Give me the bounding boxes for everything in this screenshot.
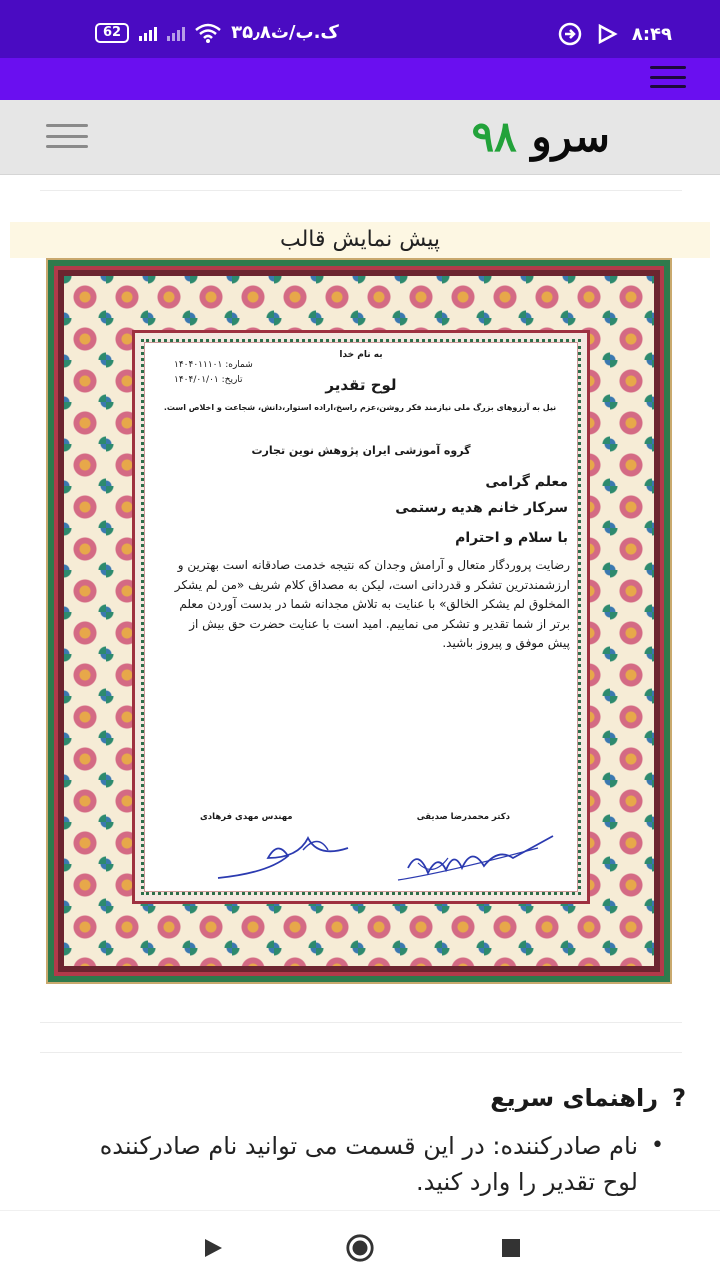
cert-recipient-name: سرکار خانم هدیه رستمی bbox=[395, 500, 568, 516]
preview-caption: پیش نمایش قالب bbox=[10, 222, 710, 258]
app-notification-icon bbox=[558, 22, 582, 46]
site-menu-icon[interactable] bbox=[46, 124, 88, 148]
home-circle-icon[interactable] bbox=[345, 1233, 375, 1263]
cert-number: شماره: ۱۴۰۴۰۱۱۱۰۱ bbox=[174, 360, 253, 370]
cert-signer-1: دکتر محمدرضا صدیقی bbox=[416, 812, 510, 822]
wifi-icon bbox=[195, 23, 221, 43]
app-bar bbox=[0, 58, 720, 100]
back-triangle-icon[interactable] bbox=[198, 1233, 228, 1263]
site-header bbox=[0, 100, 720, 175]
site-logo[interactable] bbox=[472, 112, 610, 161]
signal-icon-2 bbox=[167, 25, 185, 41]
signature-2-image bbox=[208, 828, 358, 888]
cert-date: تاریخ: ۱۴۰۴/۰۱/۰۱ bbox=[174, 375, 243, 385]
battery-indicator: 62 bbox=[95, 23, 129, 43]
signal-icon bbox=[139, 25, 157, 41]
cert-organization: گروه آموزشی ایران پژوهش نوین تجارت bbox=[251, 444, 471, 457]
cert-title: لوح تقدیر bbox=[325, 376, 397, 394]
cert-signer-2: مهندس مهدی فرهادی bbox=[200, 812, 293, 822]
app-menu-icon[interactable] bbox=[650, 66, 686, 88]
signature-1-image bbox=[388, 828, 558, 888]
cert-recipient-role: معلم گرامی bbox=[485, 474, 568, 490]
quick-guide-title bbox=[490, 1084, 686, 1112]
clock: ۸:۴۹ bbox=[631, 23, 672, 45]
divider bbox=[40, 1022, 682, 1023]
guide-list-item: • نام صادرکننده: در این قسمت می توانید نام صادرکننده لوح تقدیر را وارد کنید. bbox=[58, 1128, 638, 1200]
logo-word: سرو bbox=[531, 112, 610, 161]
cert-body: رضایت پروردگار متعال و آرامش وجدان که نتیجه خدمت صادقانه است بهترین و ارزشمندترین تشکر و قدردانی است، لیکن به مصداق کلام شریف «من لم یشکر المخلوق لم یشکر الخالق» با عنایت به تلاش مجدانه شما در بدست آوردن معلم برتر از شما تقدیر و تشکر می نماییم. امید است با عنایت حضرت حق بیش از پیش موفق و پیروز باشید. bbox=[174, 558, 570, 650]
network-speed: ۳۵٫۸ک.ب/ث bbox=[231, 22, 339, 43]
play-notification-icon bbox=[596, 23, 618, 45]
cert-motto: نیل به آرزوهای بزرگ ملی نیازمند فکر روشن،عزم راسخ،اراده استوار،دانش، شجاعت و اخلاص است. bbox=[163, 403, 557, 412]
status-bar bbox=[0, 0, 720, 58]
divider bbox=[40, 190, 682, 191]
help-icon: ? bbox=[672, 1084, 686, 1112]
divider bbox=[40, 1052, 682, 1053]
recents-square-icon[interactable] bbox=[496, 1233, 526, 1263]
status-left-group bbox=[95, 22, 339, 43]
logo-number: ۹۸ bbox=[471, 112, 517, 161]
system-nav-bar bbox=[0, 1210, 720, 1280]
cert-greeting: با سلام و احترام bbox=[455, 530, 568, 546]
status-right-group bbox=[558, 22, 672, 46]
cert-bismillah: به نام خدا bbox=[339, 350, 383, 360]
quick-guide-heading: راهنمای سریع bbox=[490, 1084, 659, 1112]
certificate-preview bbox=[46, 258, 672, 984]
